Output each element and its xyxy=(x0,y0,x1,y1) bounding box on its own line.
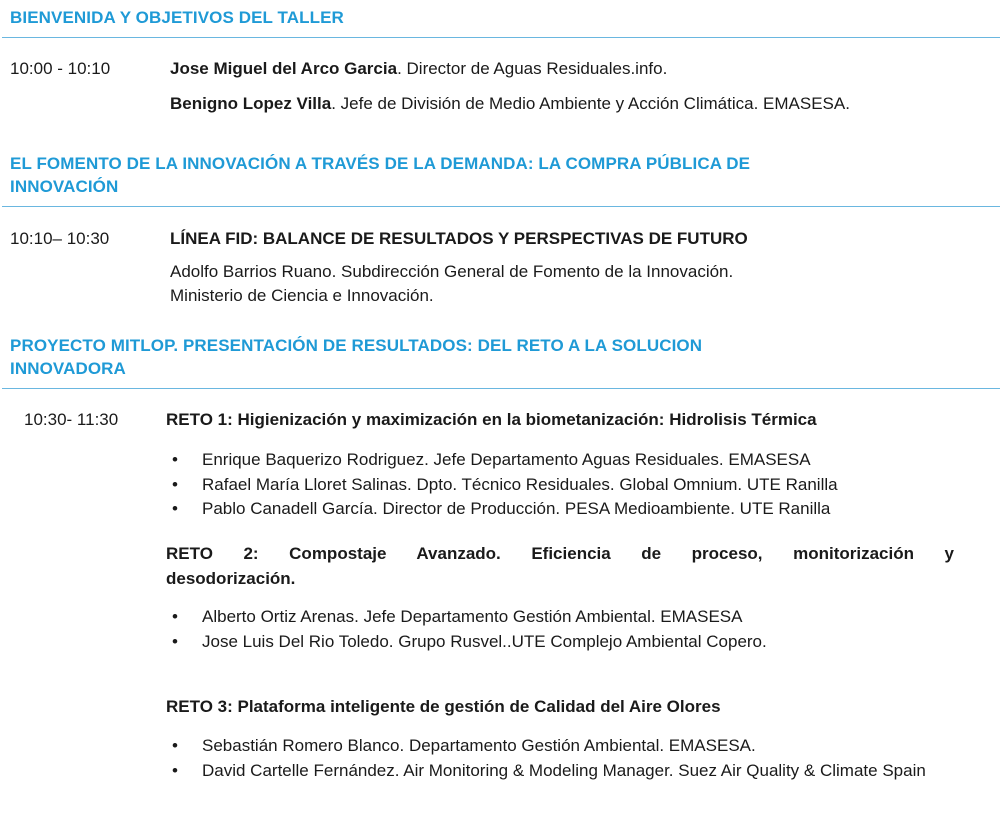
reto-title xyxy=(166,541,954,591)
talk-title: LÍNEA FID: BALANCE DE RESULTADOS Y PERSPECTIVAS DE FUTURO xyxy=(170,229,748,248)
reto-title-line: RETO 2: Compostaje Avanzado. Eficiencia de proceso, monitorización y xyxy=(166,544,954,563)
speaker-block xyxy=(170,260,733,308)
list-item-text: Jose Luis Del Rio Toledo. Grupo Rusvel..UTE Complejo Ambiental Copero. xyxy=(202,631,767,651)
session-time: 10:30- 11:30 xyxy=(24,410,119,429)
section-divider xyxy=(2,37,1000,38)
list-item-text: Rafael María Lloret Salinas. Dpto. Técnico Residuales. Global Omnium. UTE Ranilla xyxy=(202,474,838,494)
section-title-line: INNOVADORA xyxy=(10,359,126,378)
list-item xyxy=(166,448,838,473)
bullet-icon: • xyxy=(172,736,178,755)
bullet-icon: • xyxy=(172,499,178,518)
speaker-line xyxy=(170,58,667,80)
bullet-icon: • xyxy=(172,607,178,626)
list-item-text: David Cartelle Fernández. Air Monitoring & Modeling Manager. Suez Air Quality & Climate Spain xyxy=(202,760,926,780)
list-item-text: Sebastián Romero Blanco. Departamento Gestión Ambiental. EMASESA. xyxy=(202,736,756,755)
list-item xyxy=(166,630,767,655)
reto-title: RETO 1: Higienización y maximización en la biometanización: Hidrolisis Térmica xyxy=(166,410,817,429)
list-item xyxy=(166,605,767,630)
speaker-name: Benigno Lopez Villa xyxy=(170,94,332,113)
list-item-text: Alberto Ortiz Arenas. Jefe Departamento Gestión Ambiental. EMASESA xyxy=(202,607,743,626)
list-item-text: Enrique Baquerizo Rodriguez. Jefe Departamento Aguas Residuales. EMASESA xyxy=(202,450,811,469)
section-title-mitlop xyxy=(10,334,970,380)
section-title-line: PROYECTO MITLOP. PRESENTACIÓN DE RESULTADOS: DEL RETO A LA SOLUCION xyxy=(10,336,703,355)
section-divider xyxy=(2,388,1000,389)
section-title-bienvenida: BIENVENIDA Y OBJETIVOS DEL TALLER xyxy=(10,8,344,27)
section-title-line: EL FOMENTO DE LA INNOVACIÓN A TRAVÉS DE LA DEMANDA: LA COMPRA PÚBLICA DE xyxy=(10,154,751,173)
bullet-icon: • xyxy=(172,760,178,780)
list-item xyxy=(166,473,838,498)
list-item xyxy=(166,497,838,522)
reto-title: RETO 3: Plataforma inteligente de gestión de Calidad del Aire Olores xyxy=(166,697,721,716)
section-title-line: INNOVACIÓN xyxy=(10,177,119,196)
reto-title-line: desodorización. xyxy=(166,569,296,588)
speaker-line: Adolfo Barrios Ruano. Subdirección General de Fomento de la Innovación. xyxy=(170,262,734,281)
list-item-text: Pablo Canadell García. Director de Producción. PESA Medioambiente. UTE Ranilla xyxy=(202,499,831,518)
list-item xyxy=(166,734,962,759)
speaker-role: . Director de Aguas Residuales.info. xyxy=(397,59,668,78)
bullet-icon: • xyxy=(172,474,178,494)
speaker-line xyxy=(170,93,850,115)
speaker-list xyxy=(166,734,962,783)
list-item xyxy=(166,759,962,784)
speaker-list xyxy=(166,605,767,654)
speaker-line: Ministerio de Ciencia e Innovación. xyxy=(170,286,434,305)
speaker-list xyxy=(166,448,838,522)
bullet-icon: • xyxy=(172,631,178,651)
speaker-name: Jose Miguel del Arco Garcia xyxy=(170,59,398,78)
session-time: 10:10– 10:30 xyxy=(10,229,110,248)
section-title-fomento xyxy=(10,152,970,198)
section-divider xyxy=(2,206,1000,207)
session-time: 10:00 - 10:10 xyxy=(10,59,111,78)
bullet-icon: • xyxy=(172,450,178,469)
speaker-role: . Jefe de División de Medio Ambiente y Acción Climática. EMASESA. xyxy=(331,94,850,113)
